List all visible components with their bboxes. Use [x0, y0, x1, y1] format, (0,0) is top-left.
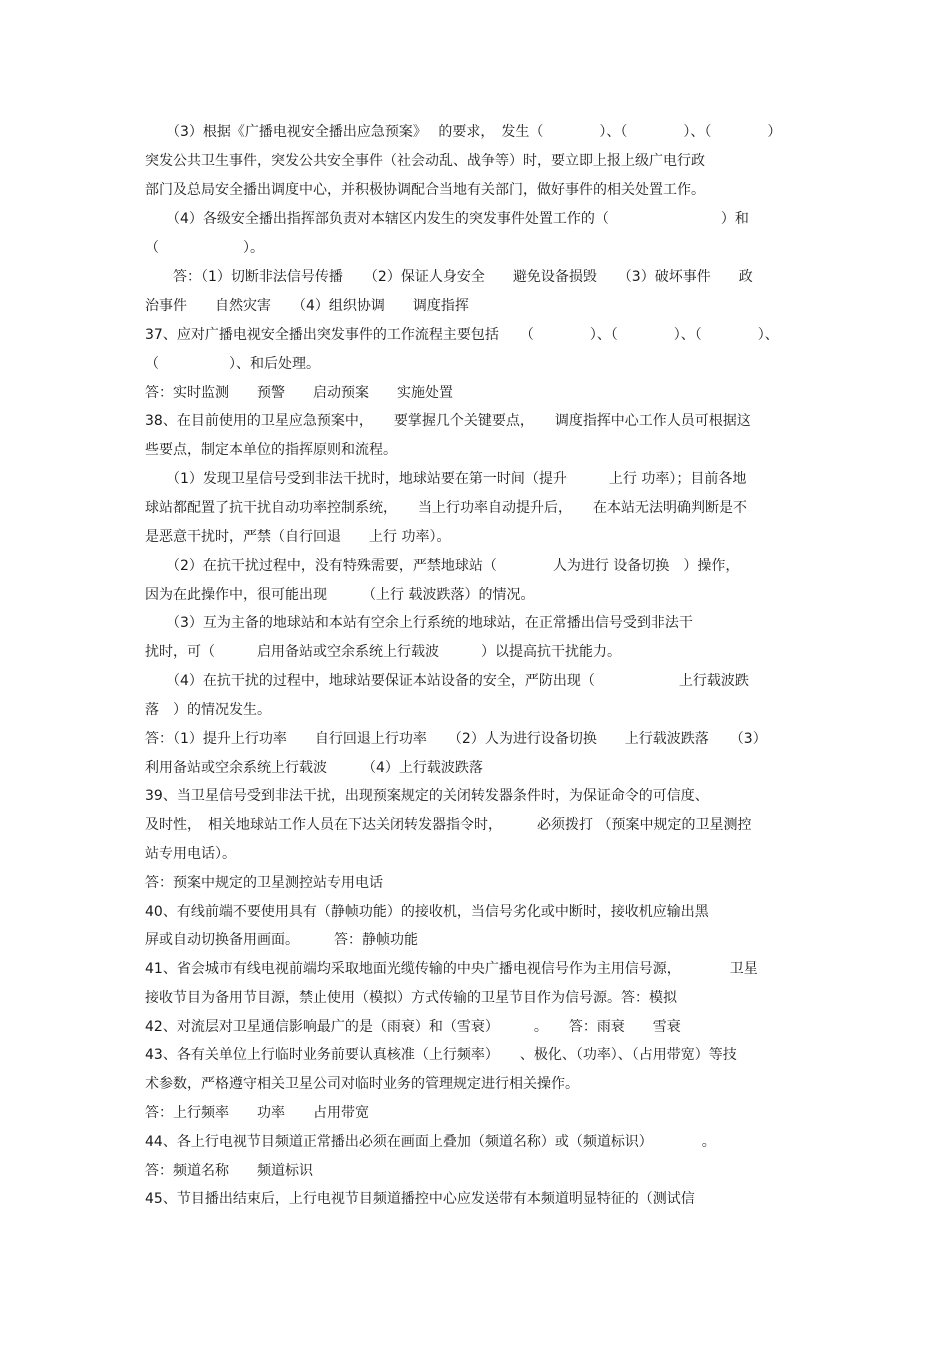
text-line: 答：（1）切断非法信号传播 （2）保证人身安全 避免设备损毁 （3）破坏事件 政 [145, 269, 753, 285]
text-line: 落 ）的情况发生。 [145, 702, 271, 718]
text-line: 答：实时监测 预警 启动预案 实施处置 [145, 385, 453, 401]
text-line: 38、在目前使用的卫星应急预案中， 要掌握几个关键要点， 调度指挥中心工作人员可根据这 [145, 413, 751, 429]
text-line: （1）发现卫星信号受到非法干扰时，地球站要在第一时间（提升 上行 功率）；目前各地 [145, 471, 747, 487]
text-line: （4）在抗干扰的过程中，地球站要保证本站设备的安全，严防出现（ 上行载波跌 [145, 673, 749, 689]
text-line: 扰时，可（ 启用备站或空余系统上行载波 ）以提高抗干扰能力。 [145, 644, 621, 660]
text-line: （4）各级安全播出指挥部负责对本辖区内发生的突发事件处置工作的（ ）和 [145, 211, 749, 227]
text-line: 答：频道名称 频道标识 [145, 1163, 313, 1179]
text-line: 突发公共卫生事件，突发公共安全事件（社会动乱、战争等）时，要立即上报上级广电行政 [145, 153, 705, 169]
text-line: （2）在抗干扰过程中，没有特殊需要，严禁地球站（ 人为进行 设备切换 ）操作， [145, 558, 740, 574]
text-line: 39、当卫星信号受到非法干扰，出现预案规定的关闭转发器条件时，为保证命令的可信度、 [145, 788, 709, 804]
text-line: 37、应对广播电视安全播出突发事件的工作流程主要包括 （ ）、（ ）、（ ）、 [145, 327, 779, 343]
text-line: 42、对流层对卫星通信影响最广的是（雨衰）和（雪衰） 。 答：雨衰 雪衰 [145, 1019, 681, 1035]
text-line: 及时性， 相关地球站工作人员在下达关闭转发器指令时， 必须拨打 （预案中规定的卫星测控 [145, 817, 752, 833]
text-line: 43、各有关单位上行临时业务前要认真核准（上行频率） 、极化、（功率）、（占用带宽）等技 [145, 1047, 737, 1063]
text-line: 部门及总局安全播出调度中心，并积极协调配合当地有关部门，做好事件的相关处置工作。 [145, 182, 705, 198]
text-line: 治事件 自然灾害 （4）组织协调 调度指挥 [145, 298, 469, 314]
text-line: （3）互为主备的地球站和本站有空余上行系统的地球站，在正常播出信号受到非法干 [145, 615, 693, 631]
text-line: 站专用电话）。 [145, 846, 236, 862]
text-line: 术参数，严格遵守相关卫星公司对临时业务的管理规定进行相关操作。 [145, 1076, 579, 1092]
text-line: 是恶意干扰时，严禁（自行回退 上行 功率）。 [145, 529, 451, 545]
text-line: 些要点，制定本单位的指挥原则和流程。 [145, 442, 397, 458]
text-line: 球站都配置了抗干扰自动功率控制系统， 当上行功率自动提升后， 在本站无法明确判断是不 [145, 500, 747, 516]
text-line: 利用备站或空余系统上行载波 （4）上行载波跌落 [145, 760, 483, 776]
text-line: 答：预案中规定的卫星测控站专用电话 [145, 875, 383, 891]
text-line: 因为在此操作中，很可能出现 （上行 载波跌落）的情况。 [145, 587, 535, 603]
text-line: 44、各上行电视节目频道正常播出必须在画面上叠加（频道名称）或（频道标识） 。 [145, 1134, 716, 1150]
text-line: （ ）、和后处理。 [145, 356, 320, 372]
text-line: 接收节目为备用节目源，禁止使用（模拟）方式传输的卫星节目作为信号源。答：模拟 [145, 990, 677, 1006]
text-line: （ ）。 [145, 240, 264, 256]
text-line: 答：（1）提升上行功率 自行回退上行功率 （2）人为进行设备切换 上行载波跌落 （3） [145, 731, 767, 747]
text-line: 40、有线前端不要使用具有（静帧功能）的接收机，当信号劣化或中断时，接收机应输出黑 [145, 904, 709, 920]
text-line: 41、省会城市有线电视前端均采取地面光缆传输的中央广播电视信号作为主用信号源， 卫星 [145, 961, 758, 977]
text-line: 45、节目播出结束后，上行电视节目频道播控中心应发送带有本频道明显特征的（测试信 [145, 1191, 695, 1207]
text-line: 屏或自动切换备用画面。 答：静帧功能 [145, 932, 418, 948]
text-line: 答：上行频率 功率 占用带宽 [145, 1105, 369, 1121]
text-line: （3）根据《广播电视安全播出应急预案》 的要求， 发生（ ）、（ ）、（ ） [145, 124, 782, 140]
